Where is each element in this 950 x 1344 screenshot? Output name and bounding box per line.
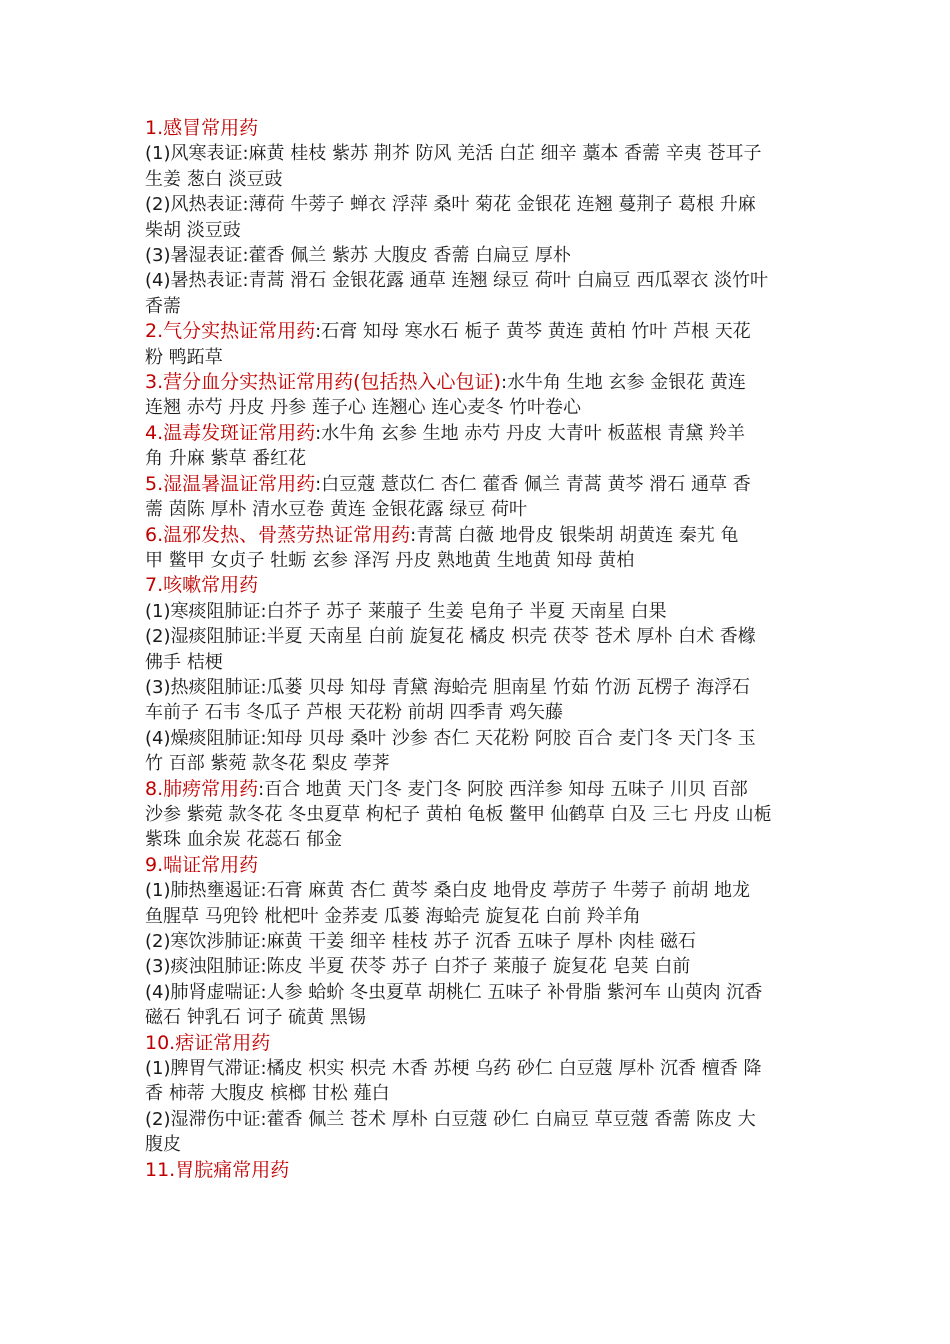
section-heading-line [145, 1031, 810, 1056]
section-heading: 6.温邪发热、骨蒸劳热证常用药 [145, 523, 411, 546]
text-line [145, 192, 810, 217]
line-text: (1)肺热壅遏证:石膏 麻黄 杏仁 黄芩 桑白皮 地骨皮 葶苈子 牛蒡子 前胡 地龙 [145, 880, 751, 902]
section-heading: 3.营分血分实热证常用药(包括热入心包证) [145, 371, 501, 394]
section-heading-line [145, 1158, 810, 1183]
line-text: 腹皮 [145, 1134, 181, 1156]
line-text: :水牛角 玄参 生地 赤芍 丹皮 大青叶 板蓝根 青黛 羚羊 [315, 422, 745, 444]
section-heading-line [145, 853, 810, 878]
line-text: 香薷 [145, 295, 181, 317]
section-heading-line [145, 777, 810, 802]
section-heading-line [145, 421, 810, 446]
line-text: 柴胡 淡豆豉 [145, 219, 241, 241]
text-line [145, 827, 810, 852]
line-text: 磁石 钟乳石 诃子 硫黄 黑锡 [145, 1007, 366, 1029]
section-heading-line [145, 523, 810, 548]
text-line [145, 802, 810, 827]
section-heading: 9.喘证常用药 [145, 853, 259, 876]
section-heading: 4.温毒发斑证常用药 [145, 421, 316, 444]
line-text: (2)湿痰阻肺证:半夏 天南星 白前 旋复花 橘皮 枳壳 茯苓 苍术 厚朴 白术 香橼 [145, 626, 756, 648]
text-line [145, 548, 810, 573]
section-heading-line [145, 573, 810, 598]
line-text: (2)寒饮涉肺证:麻黄 干姜 细辛 桂枝 苏子 沉香 五味子 厚朴 肉桂 磁石 [145, 931, 697, 952]
line-text: (3)热痰阻肺证:瓜蒌 贝母 知母 青黛 海蛤壳 胆南星 竹茹 竹沥 瓦楞子 海浮石 [145, 676, 751, 698]
section-heading: 1.感冒常用药 [145, 117, 259, 139]
text-line [145, 751, 810, 776]
text-line [145, 599, 810, 624]
text-line [145, 624, 810, 649]
line-text: (2)风热表证:薄荷 牛蒡子 蝉衣 浮萍 桑叶 菊花 金银花 连翘 蔓荆子 葛根 升麻 [145, 194, 756, 216]
line-text: 紫珠 血余炭 花蕊石 郁金 [145, 829, 343, 851]
text-line [145, 497, 810, 522]
section-heading: 10.痞证常用药 [145, 1031, 271, 1054]
line-text: (3)暑湿表证:藿香 佩兰 紫苏 大腹皮 香薷 白扁豆 厚朴 [145, 245, 571, 267]
line-text: (1)寒痰阻肺证:白芥子 苏子 莱菔子 生姜 皂角子 半夏 天南星 白果 [145, 600, 667, 622]
text-line [145, 218, 810, 243]
line-text: 连翘 赤芍 丹皮 丹参 莲子心 连翘心 连心麦冬 竹叶卷心 [145, 397, 582, 419]
line-text: 粉 鸭跖草 [145, 346, 223, 368]
section-heading: 2.气分实热证常用药 [145, 320, 316, 343]
text-line [145, 243, 810, 268]
text-line [145, 167, 810, 192]
line-text: 薷 茵陈 厚朴 清水豆卷 黄连 金银花露 绿豆 荷叶 [145, 499, 528, 521]
line-text: 生姜 葱白 淡豆豉 [145, 168, 283, 190]
line-text: 角 升麻 紫草 番红花 [145, 448, 307, 470]
line-text: (3)痰浊阻肺证:陈皮 半夏 茯苓 苏子 白芥子 莱菔子 旋复花 皂荚 白前 [145, 956, 691, 978]
line-text: 沙参 紫菀 款冬花 冬虫夏草 枸杞子 黄柏 龟板 鳖甲 仙鹤草 白及 三七 丹皮 山栀 [145, 803, 772, 825]
text-line [145, 878, 810, 903]
text-line [145, 1056, 810, 1081]
text-line [145, 726, 810, 751]
text-line [145, 345, 810, 370]
line-text: :青蒿 白薇 地骨皮 银柴胡 胡黄连 秦艽 龟 [410, 524, 739, 546]
section-heading-line [145, 472, 810, 497]
text-line [145, 294, 810, 319]
line-text: (1)脾胃气滞证:橘皮 枳实 枳壳 木香 苏梗 乌药 砂仁 白豆蔻 厚朴 沉香 檀香 降 [145, 1058, 762, 1080]
line-text: (4)燥痰阻肺证:知母 贝母 桑叶 沙参 杏仁 天花粉 阿胶 百合 麦门冬 天门冬 玉 [145, 727, 756, 749]
document-page [145, 116, 810, 1183]
text-line [145, 268, 810, 293]
text-line [145, 675, 810, 700]
section-heading-line [145, 370, 810, 395]
text-line [145, 1107, 810, 1132]
line-text: :水牛角 生地 玄参 金银花 黄连 [500, 372, 746, 394]
text-line [145, 700, 810, 725]
line-text: 香 柿蒂 大腹皮 槟榔 甘松 薤白 [145, 1083, 390, 1105]
text-line [145, 954, 810, 979]
section-heading: 11.胃脘痛常用药 [145, 1158, 290, 1181]
line-text: 鱼腥草 马兜铃 枇杷叶 金荞麦 瓜蒌 海蛤壳 旋复花 白前 羚羊角 [145, 905, 641, 927]
text-line [145, 1005, 810, 1030]
line-text: :百合 地黄 天门冬 麦门冬 阿胶 西洋参 知母 五味子 川贝 百部 [258, 778, 748, 800]
text-line [145, 650, 810, 675]
line-text: (2)湿滞伤中证:藿香 佩兰 苍术 厚朴 白豆蔻 砂仁 白扁豆 草豆蔻 香薷 陈皮 大 [145, 1108, 756, 1130]
line-text: (1)风寒表证:麻黄 桂枝 紫苏 荆芥 防风 羌活 白芷 细辛 藁本 香薷 辛夷 苍耳子 [145, 143, 762, 165]
text-line [145, 980, 810, 1005]
line-text: 车前子 石韦 冬瓜子 芦根 天花粉 前胡 四季青 鸡矢藤 [145, 702, 564, 724]
text-line [145, 904, 810, 929]
line-text: :石膏 知母 寒水石 栀子 黄芩 黄连 黄柏 竹叶 芦根 天花 [315, 321, 751, 343]
line-text: 竹 百部 紫菀 款冬花 梨皮 荸荠 [145, 753, 390, 775]
line-text: 甲 鳖甲 女贞子 牡蛎 玄参 泽泻 丹皮 熟地黄 生地黄 知母 黄柏 [145, 549, 635, 571]
line-text: :白豆蔻 薏苡仁 杏仁 藿香 佩兰 青蒿 黄芩 滑石 通草 香 [315, 473, 751, 495]
text-line [145, 1132, 810, 1157]
text-line [145, 141, 810, 166]
text-line [145, 395, 810, 420]
section-heading: 7.咳嗽常用药 [145, 574, 259, 597]
section-heading: 8.肺痨常用药 [145, 777, 259, 800]
text-line [145, 929, 810, 954]
section-heading: 5.湿温暑温证常用药 [145, 472, 316, 495]
text-line [145, 1081, 810, 1106]
line-text: (4)肺肾虚喘证:人参 蛤蚧 冬虫夏草 胡桃仁 五味子 补骨脂 紫河车 山萸肉 沉香 [145, 981, 763, 1003]
line-text: 佛手 桔梗 [145, 651, 223, 673]
section-heading-line [145, 319, 810, 344]
line-text: (4)暑热表证:青蒿 滑石 金银花露 通草 连翘 绿豆 荷叶 白扁豆 西瓜翠衣 淡竹叶 [145, 270, 769, 292]
text-line [145, 446, 810, 471]
section-heading-line [145, 116, 810, 141]
